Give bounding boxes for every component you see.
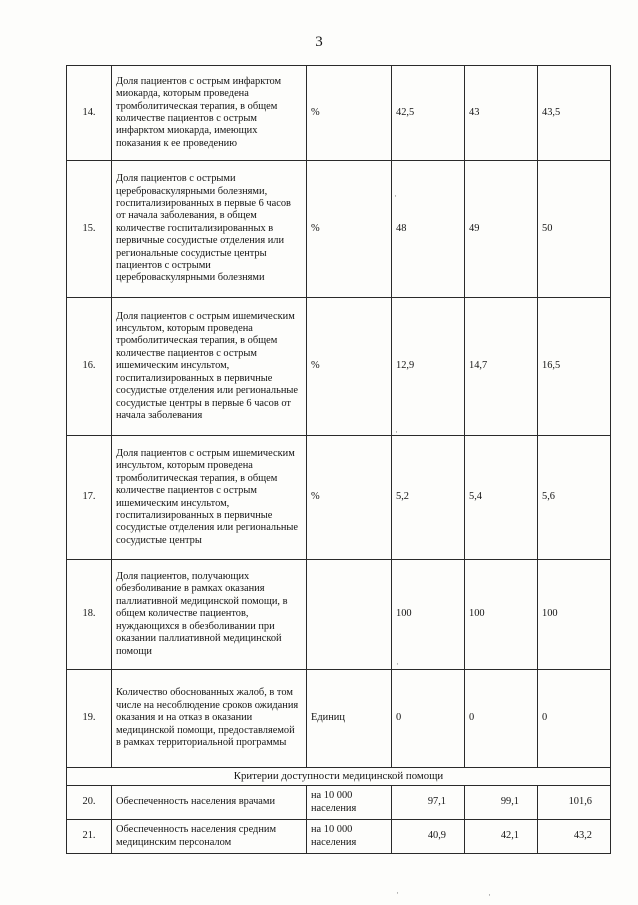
value-year-3: 0	[538, 670, 611, 768]
scan-speck: ·	[488, 890, 491, 900]
indicator-description: Доля пациентов, получающих обезболивание в рамках оказания паллиативной медицинской помощи, в общем количестве пациентов, нуждающихся в обезболивании при оказании паллиативной медицинской помощи	[112, 560, 307, 670]
value-year-1: 100	[392, 560, 465, 670]
value-year-3: 101,6	[538, 786, 611, 820]
unit-cell: %	[307, 66, 392, 161]
indicator-description: Доля пациентов с острыми цереброваскулярными болезнями, госпитализированных в первые 6 часов от начала заболевания, в общем количестве госпитализированных в первичные сосудистые отделения или региональные сосудистые центры пациентов с острыми цереброваскулярными болезнями	[112, 161, 307, 298]
value-year-2: 43	[465, 66, 538, 161]
unit-cell: %	[307, 436, 392, 560]
criteria-table	[66, 65, 611, 854]
table-row	[67, 786, 611, 820]
table-row	[67, 820, 611, 854]
row-number: 19.	[67, 670, 112, 768]
value-year-3: 43,2	[538, 820, 611, 854]
indicator-description: Доля пациентов с острым инфарктом миокарда, которым проведена тромболитическая терапия, в общем количестве пациентов с острым инфарктом миокарда, имеющих показания к ее проведению	[112, 66, 307, 161]
unit-cell: %	[307, 161, 392, 298]
value-year-1: 97,1	[392, 786, 465, 820]
value-year-1: 12,9	[392, 298, 465, 436]
indicator-description: Доля пациентов с острым ишемическим инсультом, которым проведена тромболитическая терапия, в общем количестве пациентов с острым ишемическим инсультом, госпитализированных в первичные сосудистые отделения или региональные сосудистые центры в первые 6 часов от начала заболевания	[112, 298, 307, 436]
indicator-description: Обеспеченность населения средним медицинским персоналом	[112, 820, 307, 854]
value-year-1: 5,2	[392, 436, 465, 560]
table-row	[67, 298, 611, 436]
unit-cell: на 10 000 населения	[307, 786, 392, 820]
scan-speck: ·	[394, 191, 397, 201]
value-year-2: 100	[465, 560, 538, 670]
unit-cell: на 10 000 населения	[307, 820, 392, 854]
indicator-description: Обеспеченность населения врачами	[112, 786, 307, 820]
section-header-row	[67, 768, 611, 786]
row-number: 15.	[67, 161, 112, 298]
table-row	[67, 436, 611, 560]
value-year-2: 99,1	[465, 786, 538, 820]
scan-speck: ·	[396, 659, 399, 669]
value-year-3: 50	[538, 161, 611, 298]
value-year-3: 16,5	[538, 298, 611, 436]
indicator-description: Доля пациентов с острым ишемическим инсультом, которым проведена тромболитическая терапия, в общем количестве пациентов с острым ишемическим инсультом, госпитализированных в первичные сосудистые отделения или региональные сосудистые центры	[112, 436, 307, 560]
value-year-1: 40,9	[392, 820, 465, 854]
row-number: 14.	[67, 66, 112, 161]
value-year-2: 5,4	[465, 436, 538, 560]
table-row	[67, 560, 611, 670]
table-row	[67, 670, 611, 768]
page-number: 3	[315, 34, 323, 50]
value-year-1: 0	[392, 670, 465, 768]
scan-speck: ·	[396, 888, 399, 898]
row-number: 18.	[67, 560, 112, 670]
row-number: 21.	[67, 820, 112, 854]
value-year-2: 49	[465, 161, 538, 298]
value-year-2: 14,7	[465, 298, 538, 436]
unit-cell: %	[307, 298, 392, 436]
scan-speck: ·	[395, 427, 398, 437]
value-year-3: 43,5	[538, 66, 611, 161]
table-row	[67, 66, 611, 161]
row-number: 16.	[67, 298, 112, 436]
value-year-2: 42,1	[465, 820, 538, 854]
value-year-1: 42,5	[392, 66, 465, 161]
row-number: 20.	[67, 786, 112, 820]
value-year-1: 48	[392, 161, 465, 298]
value-year-2: 0	[465, 670, 538, 768]
indicator-description: Количество обоснованных жалоб, в том числе на несоблюдение сроков ожидания оказания и на отказ в оказании медицинской помощи, предоставляемой в рамках территориальной программы	[112, 670, 307, 768]
value-year-3: 100	[538, 560, 611, 670]
table-row	[67, 161, 611, 298]
unit-cell: Единиц	[307, 670, 392, 768]
row-number: 17.	[67, 436, 112, 560]
section-header: Критерии доступности медицинской помощи	[67, 768, 611, 786]
value-year-3: 5,6	[538, 436, 611, 560]
unit-cell	[307, 560, 392, 670]
